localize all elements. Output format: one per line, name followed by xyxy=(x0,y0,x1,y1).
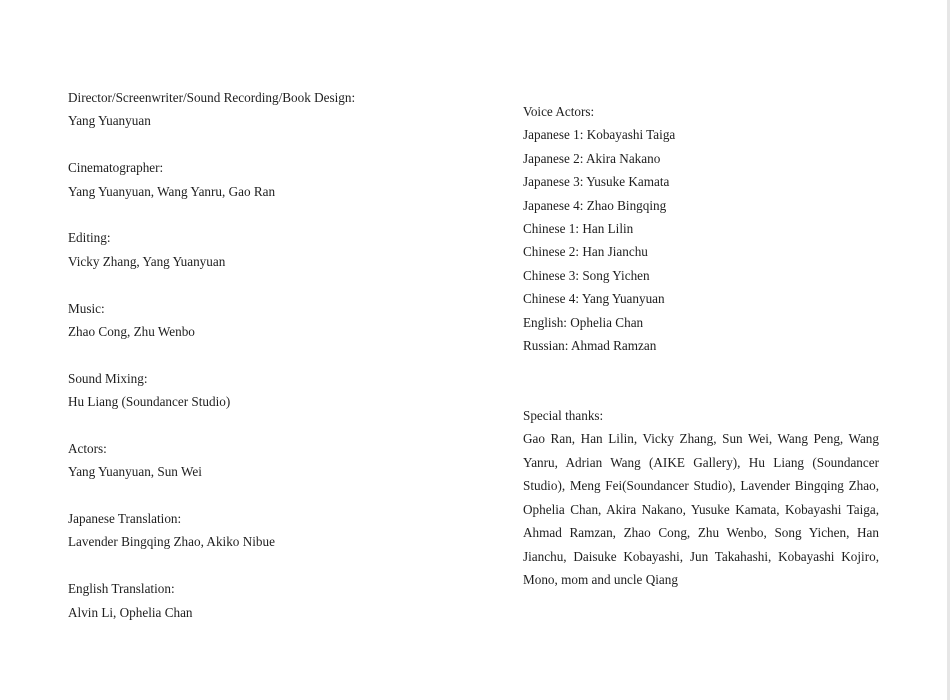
credit-role: English Translation: xyxy=(68,581,175,597)
credit-block-music xyxy=(68,297,468,344)
credit-names: Lavender Bingqing Zhao, Akiko Nibue xyxy=(68,534,275,550)
credit-role: Director/Screenwriter/Sound Recording/Book Design: xyxy=(68,90,356,105)
voice-actor-entry: Chinese 2: Han Jianchu xyxy=(523,244,648,260)
voice-actor-entry: Japanese 2: Akira Nakano xyxy=(523,150,661,166)
credit-names: Zhao Cong, Zhu Wenbo xyxy=(68,323,195,339)
special-thanks-text: Gao Ran, Han Lilin, Vicky Zhang, Sun Wei, Wang Peng, Wang Yanru, Adrian Wang (AIKE Gallery), Hu Liang (Soundancer Studio), Meng Fei(Soundancer Studio), Lavender Bingqing Zhao, Ophelia Chan, Akira Nakano, Yusuke Kamata, Kobayashi Taiga, Ahmad Ramzan, Zhao Cong, Zhu Wenbo, Song Yichen, Han Jianchu, Daisuke Kobayashi, Jun Takahashi, Kobayashi Kojiro, Mono, mom and uncle Qiang xyxy=(523,431,879,587)
credit-role: Japanese Translation: xyxy=(68,511,182,527)
voice-actor-entry: English: Ophelia Chan xyxy=(523,314,644,330)
credit-block-cinematographer xyxy=(68,156,468,203)
credit-names: Alvin Li, Ophelia Chan xyxy=(68,604,193,620)
voice-actors-heading: Voice Actors: xyxy=(523,104,595,119)
credit-role: Sound Mixing: xyxy=(68,370,148,386)
credit-block-sound-mixing xyxy=(68,367,468,414)
special-thanks-block xyxy=(523,404,879,591)
voice-actor-entry: Japanese 3: Yusuke Kamata xyxy=(523,174,670,190)
credit-names: Yang Yuanyuan, Wang Yanru, Gao Ran xyxy=(68,183,276,199)
credit-names: Yang Yuanyuan xyxy=(68,113,151,129)
voice-actor-entry: Chinese 4: Yang Yuanyuan xyxy=(523,291,665,307)
credit-role: Cinematographer: xyxy=(68,160,164,176)
credit-role: Actors: xyxy=(68,440,107,456)
right-credits-column xyxy=(523,100,879,591)
credit-role: Music: xyxy=(68,300,105,316)
voice-actor-entry: Japanese 4: Zhao Bingqing xyxy=(523,197,667,213)
voice-actor-entry: Japanese 1: Kobayashi Taiga xyxy=(523,127,676,143)
voice-actors-block xyxy=(523,100,879,357)
special-thanks-heading: Special thanks: xyxy=(523,408,604,424)
credit-block-japanese-translation xyxy=(68,507,468,554)
voice-actor-entry: Russian: Ahmad Ramzan xyxy=(523,337,657,353)
voice-actor-entry: Chinese 1: Han Lilin xyxy=(523,220,634,236)
credit-block-english-translation xyxy=(68,577,468,624)
credit-block-editing xyxy=(68,226,468,273)
left-credits-column xyxy=(68,86,468,624)
credit-names: Hu Liang (Soundancer Studio) xyxy=(68,394,231,410)
credit-block-director xyxy=(68,86,468,133)
credit-role: Editing: xyxy=(68,230,111,246)
credit-block-actors xyxy=(68,437,468,484)
credit-names: Vicky Zhang, Yang Yuanyuan xyxy=(68,253,226,269)
credit-names: Yang Yuanyuan, Sun Wei xyxy=(68,464,202,480)
voice-actor-entry: Chinese 3: Song Yichen xyxy=(523,267,650,283)
